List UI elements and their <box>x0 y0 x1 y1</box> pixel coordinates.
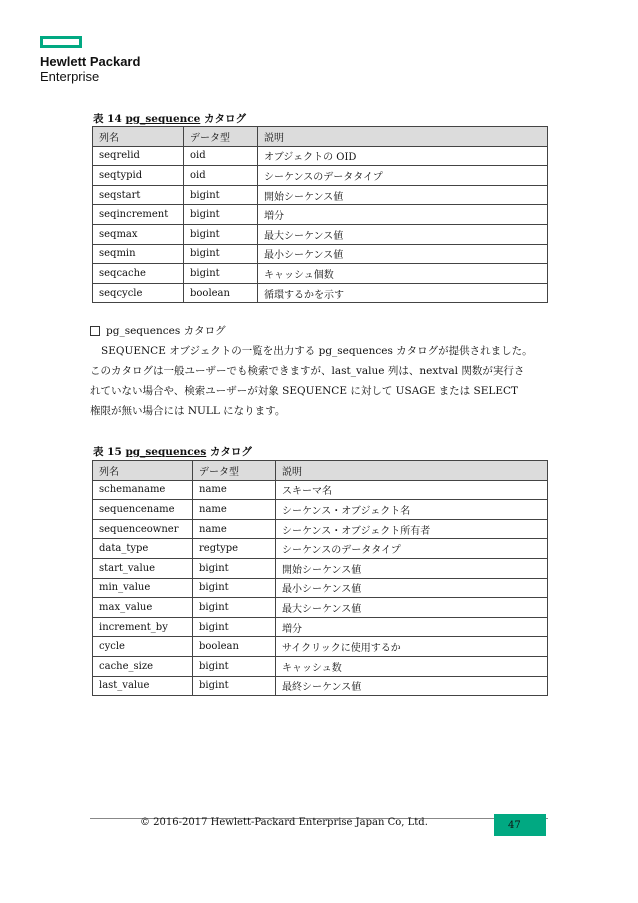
table-cell: last_value <box>93 676 193 696</box>
table15-caption <box>93 444 252 459</box>
table-cell: 開始シーケンス値 <box>276 558 548 578</box>
page-number: 47 <box>494 814 546 836</box>
logo-wordmark <box>40 54 140 84</box>
table-cell: bigint <box>193 598 276 618</box>
table-row <box>93 578 548 598</box>
table15-caption-suffix: カタログ <box>209 446 252 458</box>
table-cell: オブジェクトの OID <box>258 146 548 166</box>
column-header: 説明 <box>276 461 548 481</box>
table-cell: seqrelid <box>93 146 184 166</box>
table-cell: 最小シーケンス値 <box>258 244 548 264</box>
table-cell: キャッシュ個数 <box>258 264 548 284</box>
table-cell: seqstart <box>93 185 184 205</box>
table-row <box>93 146 548 166</box>
table-cell: seqcycle <box>93 283 184 303</box>
table-cell: bigint <box>193 656 276 676</box>
table-cell: seqcache <box>93 264 184 284</box>
table-cell: bigint <box>193 617 276 637</box>
column-header: データ型 <box>193 461 276 481</box>
table-cell: seqincrement <box>93 205 184 225</box>
table-cell: キャッシュ数 <box>276 656 548 676</box>
table14-caption-label: 表 14 <box>93 113 122 125</box>
table-cell: シーケンス・オブジェクト名 <box>276 500 548 520</box>
table-cell: max_value <box>93 598 193 618</box>
table-cell: name <box>193 480 276 500</box>
table-cell: boolean <box>193 637 276 657</box>
table-cell: data_type <box>93 539 193 559</box>
column-header: 列名 <box>93 461 193 481</box>
table-row <box>93 519 548 539</box>
table-cell: 最終シーケンス値 <box>276 676 548 696</box>
table-cell: name <box>193 519 276 539</box>
pg-sequence-table <box>92 126 548 303</box>
table-cell: スキーマ名 <box>276 480 548 500</box>
table-row <box>93 676 548 696</box>
table14-caption-name: pg_sequence <box>125 113 201 125</box>
table-cell: bigint <box>193 558 276 578</box>
table-cell: seqmax <box>93 224 184 244</box>
table-cell: 最大シーケンス値 <box>258 224 548 244</box>
column-header: データ型 <box>184 127 258 147</box>
section-heading <box>90 321 552 341</box>
table-cell: oid <box>184 146 258 166</box>
table-cell: bigint <box>184 185 258 205</box>
logo-line-1: Hewlett Packard <box>40 54 141 69</box>
table-cell: シーケンスのデータタイプ <box>276 539 548 559</box>
table-row <box>93 539 548 559</box>
table15-caption-name: pg_sequences <box>125 446 207 458</box>
table-cell: bigint <box>184 264 258 284</box>
table-row <box>93 224 548 244</box>
table-cell: sequencename <box>93 500 193 520</box>
section-line-3: れていない場合や、検索ユーザーが対象 SEQUENCE に対して USAGE または SELECT <box>90 385 519 397</box>
table-header-row <box>93 127 548 147</box>
table-cell: bigint <box>184 205 258 225</box>
table-cell: increment_by <box>93 617 193 637</box>
table-cell: schemaname <box>93 480 193 500</box>
table-cell: regtype <box>193 539 276 559</box>
table-row <box>93 283 548 303</box>
table-row <box>93 598 548 618</box>
section-line-4: 権限が無い場合には NULL になります。 <box>90 405 286 417</box>
table-row <box>93 166 548 186</box>
table-row <box>93 185 548 205</box>
table-cell: boolean <box>184 283 258 303</box>
pg-sequences-table <box>92 460 548 696</box>
table-cell: start_value <box>93 558 193 578</box>
checkbox-bullet-icon <box>90 326 100 336</box>
table-cell: min_value <box>93 578 193 598</box>
table14-caption <box>93 111 246 126</box>
table-cell: bigint <box>193 676 276 696</box>
logo-line-2: Enterprise <box>40 69 100 84</box>
column-header: 説明 <box>258 127 548 147</box>
table-cell: 増分 <box>276 617 548 637</box>
table-row <box>93 558 548 578</box>
table-cell: サイクリックに使用するか <box>276 637 548 657</box>
logo-mark <box>40 36 82 48</box>
table-cell: 増分 <box>258 205 548 225</box>
table-row <box>93 205 548 225</box>
table-row <box>93 617 548 637</box>
section-line-1: SEQUENCE オブジェクトの一覧を出力する pg_sequences カタログが提供されました。 <box>101 345 533 357</box>
table-row <box>93 656 548 676</box>
table-cell: bigint <box>184 244 258 264</box>
table15-caption-label: 表 15 <box>93 446 122 458</box>
table-cell: cache_size <box>93 656 193 676</box>
table-row <box>93 264 548 284</box>
table-cell: 開始シーケンス値 <box>258 185 548 205</box>
table-row <box>93 500 548 520</box>
section-line-2: このカタログは一般ユーザーでも検索できますが、last_value 列は、nextval 関数が実行さ <box>90 365 525 377</box>
column-header: 列名 <box>93 127 184 147</box>
table-cell: 循環するかを示す <box>258 283 548 303</box>
table14-caption-suffix: カタログ <box>203 113 246 125</box>
table-cell: cycle <box>93 637 193 657</box>
table-cell: sequenceowner <box>93 519 193 539</box>
table-cell: 最小シーケンス値 <box>276 578 548 598</box>
table-cell: シーケンス・オブジェクト所有者 <box>276 519 548 539</box>
footer-copyright: © 2016-2017 Hewlett-Packard Enterprise Japan Co, Ltd. <box>140 817 428 828</box>
table-cell: seqmin <box>93 244 184 264</box>
table-row <box>93 637 548 657</box>
table-header-row <box>93 461 548 481</box>
table-row <box>93 480 548 500</box>
table-cell: シーケンスのデータタイプ <box>258 166 548 186</box>
table-cell: bigint <box>184 224 258 244</box>
company-logo <box>40 36 140 84</box>
table-cell: 最大シーケンス値 <box>276 598 548 618</box>
section-heading-text: pg_sequences カタログ <box>106 325 226 337</box>
table-cell: bigint <box>193 578 276 598</box>
table-cell: name <box>193 500 276 520</box>
table-cell: seqtypid <box>93 166 184 186</box>
section-pg-sequences <box>90 321 552 421</box>
table-row <box>93 244 548 264</box>
table-cell: oid <box>184 166 258 186</box>
